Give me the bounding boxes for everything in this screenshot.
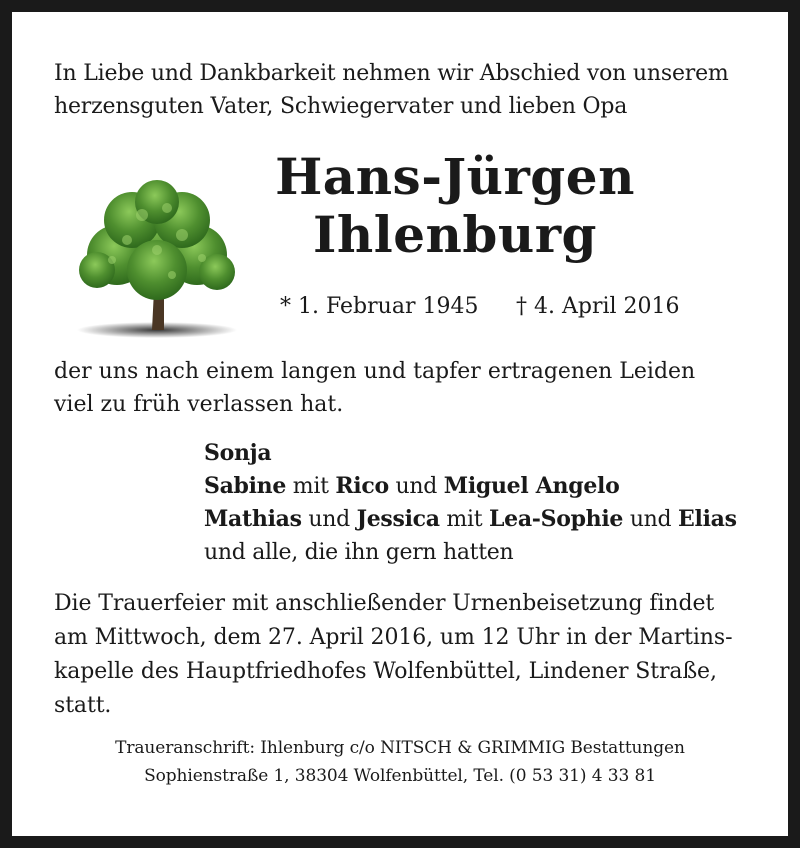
first-name: Hans-Jürgen <box>275 147 635 206</box>
family-member: Elias <box>678 506 737 532</box>
intro-line-1: In Liebe und Dankbarkeit nehmen wir Abschied von unserem <box>54 61 729 86</box>
life-dates <box>280 292 720 322</box>
connector: und <box>629 507 672 532</box>
ceremony-line-2: am Mittwoch, dem 27. April 2016, um 12 Uhr in der Martins- <box>54 625 733 650</box>
last-name: Ihlenburg <box>312 205 598 264</box>
ceremony-text <box>54 587 746 723</box>
obituary-notice <box>12 12 788 836</box>
connector: mit <box>292 474 329 499</box>
family-member: Miguel Angelo <box>443 473 620 499</box>
family-list <box>204 437 764 569</box>
family-member: Mathias <box>204 506 302 532</box>
deceased-name <box>260 148 650 264</box>
family-line-1 <box>204 437 764 470</box>
passage-line-1: der uns nach einem langen und tapfer ertragenen Leiden <box>54 359 696 384</box>
birth-date: * 1. Februar 1945 <box>280 294 479 319</box>
family-line-3 <box>204 503 764 536</box>
family-member: Sonja <box>204 440 272 466</box>
family-member: Lea-Sophie <box>488 506 624 532</box>
ceremony-line-4: statt. <box>54 693 112 718</box>
intro-line-2: herzensguten Vater, Schwiegervater und lieben Opa <box>54 94 628 119</box>
address-line-2: Sophienstraße 1, 38304 Wolfenbüttel, Tel. (0 53 31) 4 33 81 <box>144 766 656 786</box>
family-line-2 <box>204 470 764 503</box>
intro-text <box>54 57 754 123</box>
tree-icon <box>72 180 242 340</box>
death-date: † 4. April 2016 <box>516 294 680 319</box>
family-line-4: und alle, die ihn gern hatten <box>204 540 514 565</box>
connector: mit <box>446 507 483 532</box>
connector: und <box>395 474 438 499</box>
ceremony-line-1: Die Trauerfeier mit anschließender Urnenbeisetzung findet <box>54 591 715 616</box>
family-member: Rico <box>335 473 389 499</box>
connector: und <box>308 507 350 532</box>
family-member: Sabine <box>204 473 287 499</box>
address-line-1: Traueranschrift: Ihlenburg c/o NITSCH & GRIMMIG Bestattungen <box>115 738 685 758</box>
ceremony-line-3: kapelle des Hauptfriedhofes Wolfenbüttel, Lindener Straße, <box>54 659 717 684</box>
mourning-address <box>32 734 768 790</box>
passage-line-2: viel zu früh verlassen hat. <box>54 392 344 417</box>
family-member: Jessica <box>356 506 440 532</box>
passage-text <box>54 355 754 421</box>
